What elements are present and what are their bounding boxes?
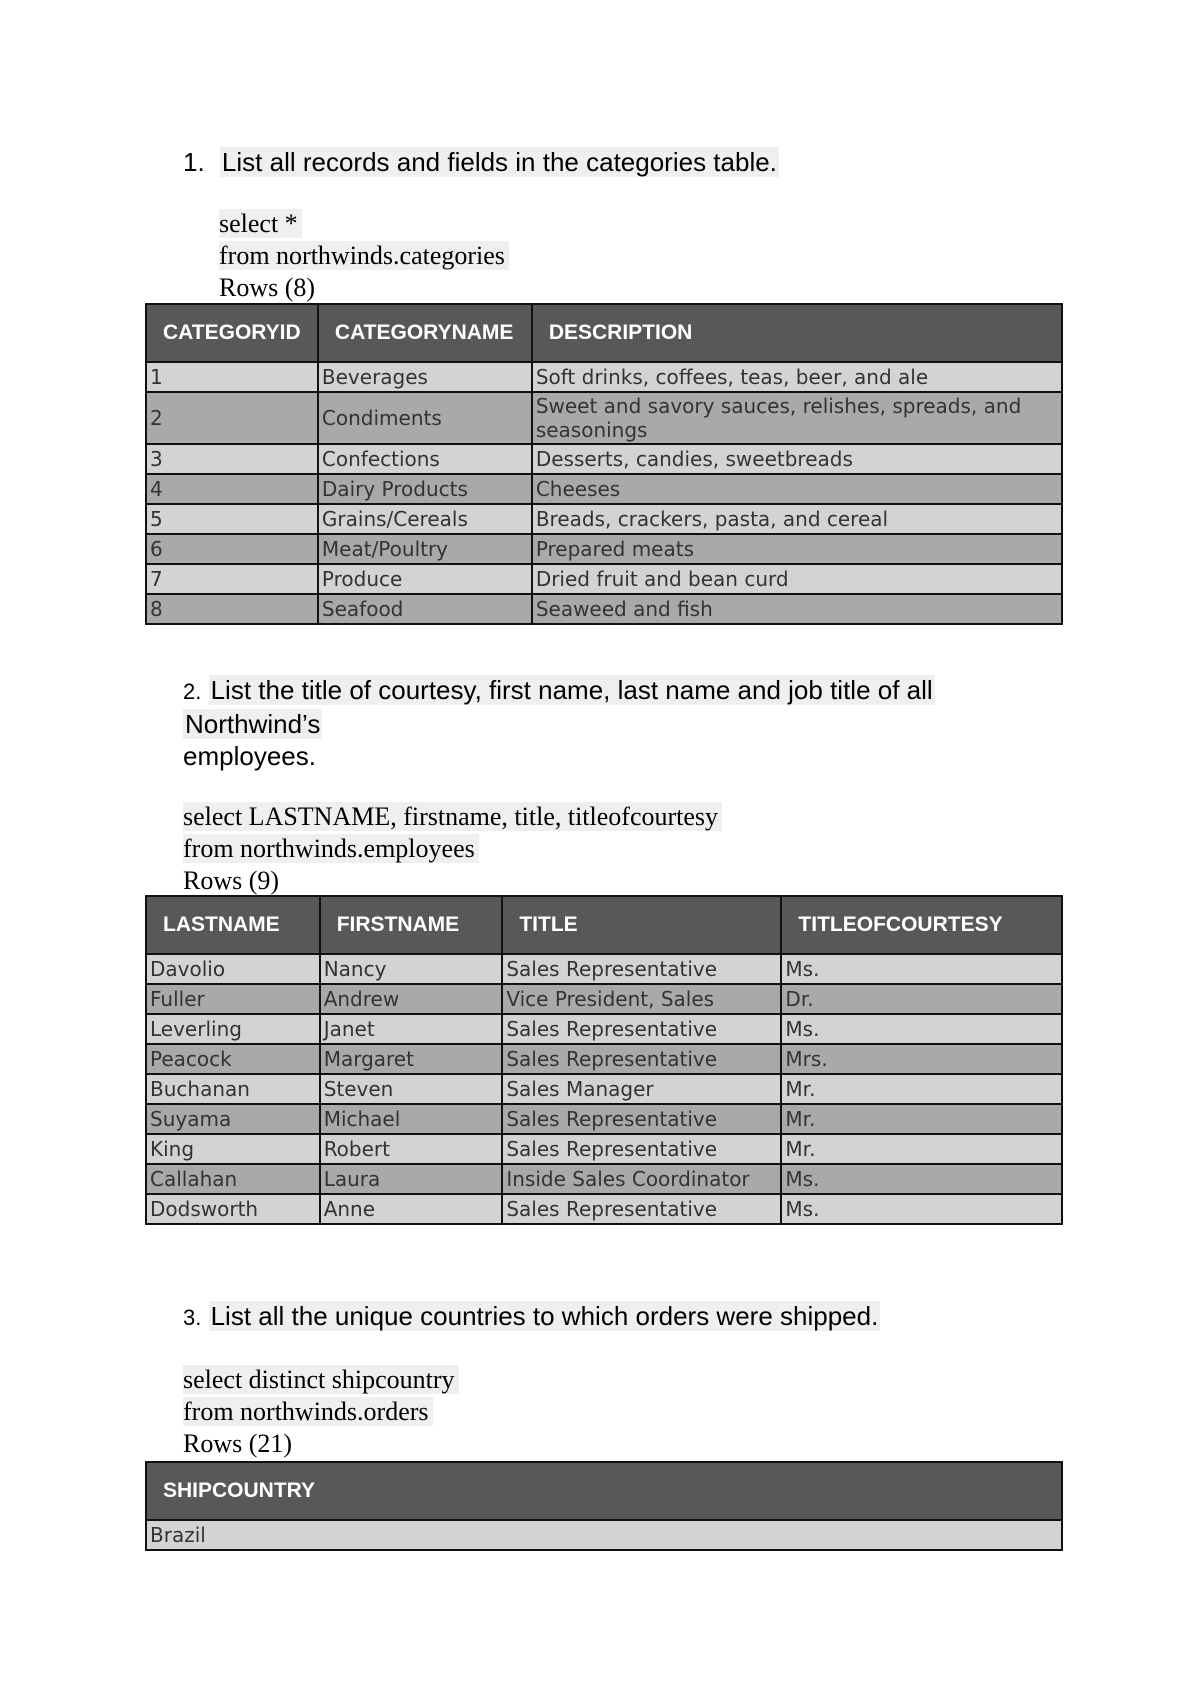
column-header: CATEGORYID xyxy=(146,304,318,362)
table-cell: Inside Sales Coordinator xyxy=(502,1164,781,1194)
question-1 xyxy=(183,146,779,178)
column-header: LASTNAME xyxy=(146,896,320,954)
table-row xyxy=(146,954,1062,984)
query-1-line-1: select * xyxy=(219,209,302,238)
query-2-line-1: select LASTNAME, firstname, title, titleofcourtesy xyxy=(183,802,722,831)
table-cell: 1 xyxy=(146,362,318,392)
question-1-number: 1. xyxy=(183,147,205,177)
query-2-line-2: from northwinds.employees xyxy=(183,834,479,863)
table-cell: Andrew xyxy=(320,984,503,1014)
table-cell: Prepared meats xyxy=(532,534,1062,564)
table-cell: Sweet and savory sauces, relishes, spreads, and seasonings xyxy=(532,392,1062,444)
table-header-row xyxy=(146,1462,1062,1520)
table-cell: Mrs. xyxy=(781,1044,1062,1074)
table-cell: Vice President, Sales xyxy=(502,984,781,1014)
table-cell: Confections xyxy=(318,444,532,474)
table-cell: Soft drinks, coffees, teas, beer, and ale xyxy=(532,362,1062,392)
table-cell: Ms. xyxy=(781,1014,1062,1044)
table-row xyxy=(146,1044,1062,1074)
query-3 xyxy=(183,1364,459,1460)
table-cell: Mr. xyxy=(781,1134,1062,1164)
table-cell: Grains/Cereals xyxy=(318,504,532,534)
table-cell: Ms. xyxy=(781,1194,1062,1224)
column-header: SHIPCOUNTRY xyxy=(146,1462,1062,1520)
column-header: TITLE xyxy=(502,896,781,954)
table-cell: Dr. xyxy=(781,984,1062,1014)
table-cell: Michael xyxy=(320,1104,503,1134)
table-cell: Sales Representative xyxy=(502,1104,781,1134)
table-cell: Anne xyxy=(320,1194,503,1224)
table-row xyxy=(146,1194,1062,1224)
shipcountry-table xyxy=(145,1461,1063,1551)
table-cell: Seafood xyxy=(318,594,532,624)
table-cell: Desserts, candies, sweetbreads xyxy=(532,444,1062,474)
table-cell: Robert xyxy=(320,1134,503,1164)
column-header: TITLEOFCOURTESY xyxy=(781,896,1062,954)
table-row xyxy=(146,444,1062,474)
table-cell: 6 xyxy=(146,534,318,564)
table-cell: 3 xyxy=(146,444,318,474)
query-2-row-count: Rows (9) xyxy=(183,866,280,895)
table-cell: Margaret xyxy=(320,1044,503,1074)
table-row xyxy=(146,564,1062,594)
table-row xyxy=(146,1074,1062,1104)
table-cell: Dried fruit and bean curd xyxy=(532,564,1062,594)
table-row xyxy=(146,1520,1062,1550)
table-cell: Nancy xyxy=(320,954,503,984)
categories-table xyxy=(145,303,1063,625)
table-cell: Seaweed and fish xyxy=(532,594,1062,624)
table-cell: Condiments xyxy=(318,392,532,444)
table-cell: Breads, crackers, pasta, and cereal xyxy=(532,504,1062,534)
query-3-line-2: from northwinds.orders xyxy=(183,1397,433,1426)
table-row xyxy=(146,594,1062,624)
question-2 xyxy=(183,674,935,772)
table-cell: Mr. xyxy=(781,1104,1062,1134)
table-cell: 4 xyxy=(146,474,318,504)
question-2-number: 2. xyxy=(183,679,202,704)
table-cell: Peacock xyxy=(146,1044,320,1074)
table-cell: Cheeses xyxy=(532,474,1062,504)
table-cell: Mr. xyxy=(781,1074,1062,1104)
table-row xyxy=(146,534,1062,564)
employees-table xyxy=(145,895,1063,1225)
table-cell: Ms. xyxy=(781,954,1062,984)
table-cell: Janet xyxy=(320,1014,503,1044)
question-3-text: List all the unique countries to which orders were shipped. xyxy=(210,1301,879,1331)
table-cell: 5 xyxy=(146,504,318,534)
query-2 xyxy=(183,801,722,897)
table-cell: Dodsworth xyxy=(146,1194,320,1224)
table-header-row xyxy=(146,896,1062,954)
table-cell: 2 xyxy=(146,392,318,444)
query-3-row-count: Rows (21) xyxy=(183,1429,293,1458)
question-2-text-line-1: List the title of courtesy, first name, last name and job title of all xyxy=(210,675,933,705)
table-cell: Leverling xyxy=(146,1014,320,1044)
table-cell: Sales Representative xyxy=(502,1014,781,1044)
table-cell: Sales Representative xyxy=(502,1134,781,1164)
table-row xyxy=(146,392,1062,444)
query-1-line-2: from northwinds.categories xyxy=(219,241,509,270)
table-cell: Sales Representative xyxy=(502,954,781,984)
table-row xyxy=(146,1164,1062,1194)
column-header: DESCRIPTION xyxy=(532,304,1062,362)
table-cell: Fuller xyxy=(146,984,320,1014)
table-cell: Brazil xyxy=(146,1520,1062,1550)
table-cell: Beverages xyxy=(318,362,532,392)
table-cell: Meat/Poultry xyxy=(318,534,532,564)
table-header-row xyxy=(146,304,1062,362)
column-header: FIRSTNAME xyxy=(320,896,503,954)
table-cell: Sales Representative xyxy=(502,1044,781,1074)
table-cell: Sales Representative xyxy=(502,1194,781,1224)
table-cell: Suyama xyxy=(146,1104,320,1134)
table-row xyxy=(146,474,1062,504)
table-row xyxy=(146,1134,1062,1164)
question-3 xyxy=(183,1300,880,1334)
question-1-text: List all records and fields in the categories table. xyxy=(221,147,777,177)
table-row xyxy=(146,362,1062,392)
question-2-text-line-2: Northwind’s xyxy=(185,709,321,739)
table-row xyxy=(146,504,1062,534)
query-3-line-1: select distinct shipcountry xyxy=(183,1365,459,1394)
table-cell: Ms. xyxy=(781,1164,1062,1194)
table-cell: Laura xyxy=(320,1164,503,1194)
table-cell: 8 xyxy=(146,594,318,624)
column-header: CATEGORYNAME xyxy=(318,304,532,362)
table-row xyxy=(146,1104,1062,1134)
table-cell: Davolio xyxy=(146,954,320,984)
table-cell: Dairy Products xyxy=(318,474,532,504)
table-row xyxy=(146,1014,1062,1044)
query-1 xyxy=(219,208,509,304)
table-cell: Produce xyxy=(318,564,532,594)
query-1-row-count: Rows (8) xyxy=(219,273,316,302)
table-row xyxy=(146,984,1062,1014)
table-cell: Buchanan xyxy=(146,1074,320,1104)
table-cell: Steven xyxy=(320,1074,503,1104)
table-cell: Callahan xyxy=(146,1164,320,1194)
table-cell: King xyxy=(146,1134,320,1164)
question-3-number: 3. xyxy=(183,1305,202,1330)
question-2-text-line-3: employees. xyxy=(183,741,316,771)
table-cell: Sales Manager xyxy=(502,1074,781,1104)
table-cell: 7 xyxy=(146,564,318,594)
